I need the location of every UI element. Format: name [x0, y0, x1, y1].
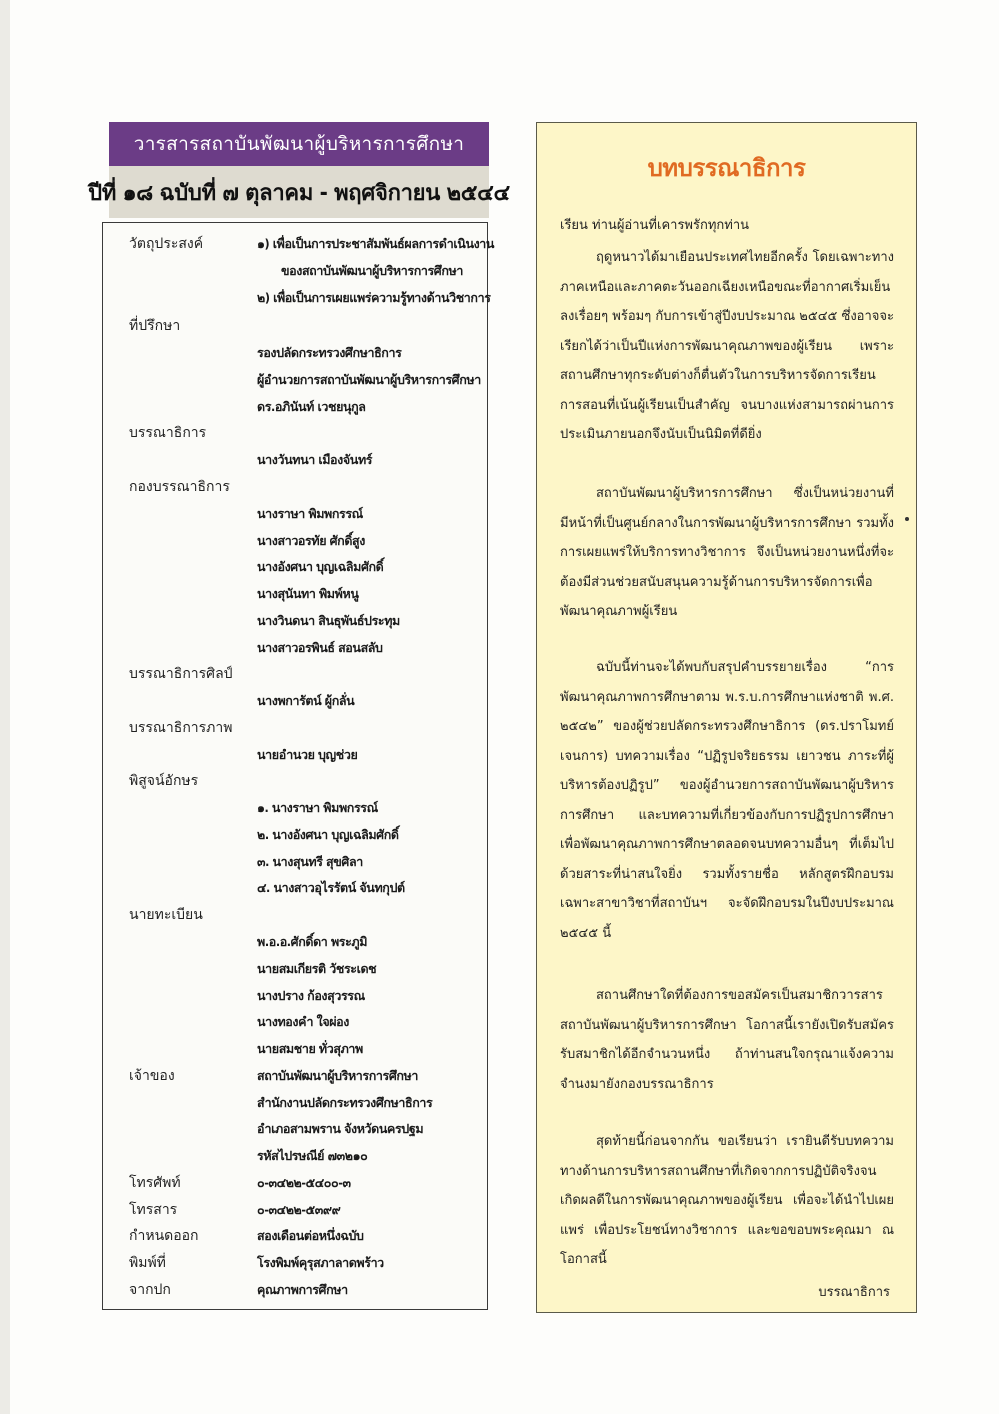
- proofreader-item: ๔. นางสาวอุไรรัตน์ จันทกุปต์: [257, 880, 405, 895]
- proofreader-label: พิสูจน์อักษร: [129, 773, 199, 789]
- editorial-paragraph: สถาบันพัฒนาผู้บริหารการศึกษา ซึ่งเป็นหน่วยงานที่มีหน้าที่เป็นศูนย์กลางในการพัฒนาผู้บริหารการศึกษา รวมทั้งการเผยแพร่ให้บริการทางวิชาการ จึงเป็นหน่วยงานหนึ่งที่จะต้องมีส่วนช่วยสนับสนุนความรู้ด้านการบริหารจัดการเพื่อพัฒนาคุณภาพผู้เรียน: [560, 486, 894, 619]
- editorial-heading: บทบรรณาธิการ: [647, 154, 806, 182]
- editor-name: นางวันทนา เมืองจันทร์: [257, 452, 373, 467]
- photo-editor-name: นายอำนวย บุญช่วย: [257, 747, 358, 762]
- editorial-board-label: กองบรรณาธิการ: [129, 479, 230, 495]
- ink-dot: [905, 517, 909, 521]
- printer-value: โรงพิมพ์คุรุสภาลาดพร้าว: [257, 1255, 384, 1270]
- objective-1b: ของสถาบันพัฒนาผู้บริหารการศึกษา: [281, 263, 463, 278]
- editorial-greeting: เรียน ท่านผู้อ่านที่เคารพรักทุกท่าน: [560, 218, 750, 233]
- schedule-value: สองเดือนต่อหนึ่งฉบับ: [257, 1228, 364, 1243]
- owner-label: เจ้าของ: [129, 1068, 175, 1084]
- schedule-label: กำหนดออก: [129, 1228, 199, 1244]
- owner-line: อำเภอสามพราน จังหวัดนครปฐม: [257, 1121, 424, 1136]
- art-editor-label: บรรณาธิการศิลป์: [129, 666, 233, 682]
- advisor-item: ผู้อำนวยการสถาบันพัฒนาผู้บริหารการศึกษา: [257, 372, 481, 387]
- cover-value: คุณภาพการศึกษา: [257, 1282, 348, 1297]
- board-member: นางวินดนา สินธุพันธ์ประทุม: [257, 613, 400, 628]
- proofreader-item: ๓. นางสุนทรี สุขศิลา: [257, 854, 363, 869]
- board-member: นางราษา พิมพกรรณ์: [257, 506, 363, 521]
- editorial-paragraph: สุดท้ายนี้ก่อนจากกัน ขอเรียนว่า เรายินดีรับบทความทางด้านการบริหารสถานศึกษาที่เกิดจากการปฏิบัติจริงจนเกิดผลดีในการพัฒนาคุณภาพของผู้เรียน เพื่อจะได้นำไปเผยแพร่ เพื่อประโยชน์ทางวิชาการ และขอขอบพระคุณมา ณ โอกาสนี้: [560, 1134, 894, 1267]
- fax-value: ๐-๓๔๒๒-๕๓๙๙: [257, 1202, 341, 1217]
- printer-label: พิมพ์ที่: [129, 1255, 166, 1271]
- owner-line: รหัสไปรษณีย์ ๗๓๒๑๐: [257, 1148, 368, 1163]
- proofreader-item: ๑. นางราษา พิมพกรรณ์: [257, 800, 378, 815]
- registrar-item: นางปราง ก้องสุวรรณ: [257, 988, 365, 1003]
- staff-credits: [102, 222, 495, 1310]
- editorial-section: [536, 122, 917, 1313]
- registrar-label: นายทะเบียน: [129, 907, 203, 923]
- owner-line: สถาบันพัฒนาผู้บริหารการศึกษา: [257, 1068, 418, 1083]
- photo-editor-label: บรรณาธิการภาพ: [129, 720, 233, 736]
- editorial-paragraph: ฉบับนี้ท่านจะได้พบกับสรุปคำบรรยายเรื่อง “การพัฒนาคุณภาพการศึกษาตาม พ.ร.บ.การศึกษาแห่งชาติ พ.ศ. ๒๕๔๒” ของผู้ช่วยปลัดกระทรวงศึกษาธิการ (ดร.ปราโมทย์ เจนการ) บทความเรื่อง “ปฏิรูปจริยธรรม เยาวชน ภาระที่ผู้บริหารต้องปฏิรูป” ของผู้อำนวยการสถาบันพัฒนาผู้บริหารการศึกษา และบทความที่เกี่ยวข้องกับการปฏิรูปการศึกษา เพื่อพัฒนาคุณภาพการศึกษาตลอดจนบทความอื่นๆ ที่เต็มไปด้วยสาระที่น่าสนใจยิ่ง รวมทั้งรายชื่อ หลักสูตรฝึกอบรมเฉพาะสาขาวิชาที่สถาบันฯ จะจัดฝึกอบรมในปีงบประมาณ ๒๕๔๕ นี้: [560, 660, 894, 941]
- board-member: นางอังศนา บุญเฉลิมศักดิ์: [257, 559, 384, 574]
- editor-label: บรรณาธิการ: [129, 425, 207, 441]
- editorial-paragraph: ฤดูหนาวได้มาเยือนประเทศไทยอีกครั้ง โดยเฉพาะทางภาคเหนือและภาคตะวันออกเฉียงเหนือขณะที่อากาศเริ่มเย็นลงเรื่อยๆ พร้อมๆ กับการเข้าสู่ปีงบประมาณ ๒๕๔๕ ซึ่งอาจจะเรียกได้ว่าเป็นปีแห่งการพัฒนาคุณภาพของผู้เรียน เพราะสถานศึกษาทุกระดับต่างก็ตื่นตัวในการบริหารจัดการเรียนการสอนที่เน้นผู้เรียนเป็นสำคัญ จนบางแห่งสามารถผ่านการประเมินภายนอกจึงนับเป็นนิมิตที่ดียิ่ง: [560, 250, 895, 442]
- objective-label: วัตถุประสงค์: [129, 236, 204, 252]
- owner-line: สำนักงานปลัดกระทรวงศึกษาธิการ: [257, 1095, 433, 1110]
- phone-label: โทรศัพท์: [129, 1175, 181, 1191]
- advisor-item: ดร.อภินันท์ เวชยนุกูล: [257, 399, 366, 414]
- phone-value: ๐-๓๔๒๒-๕๔๐๐-๓: [257, 1175, 351, 1190]
- board-member: นางสาวอรทัย ศักดิ์สูง: [257, 533, 365, 548]
- board-member: นางสาวอรพินธ์ สอนสลับ: [257, 640, 383, 655]
- registrar-item: นายสมชาย ทั่วสุภาพ: [257, 1041, 363, 1056]
- objective-2: ๒) เพื่อเป็นการเผยแพร่ความรู้ทางด้านวิชาการ: [257, 290, 491, 305]
- proofreader-item: ๒. นางอังศนา บุญเฉลิมศักดิ์: [257, 827, 399, 842]
- board-member: นางสุนันทา พิมพ์หนู: [257, 586, 359, 601]
- cover-label: จากปก: [129, 1282, 171, 1298]
- journal-title: วารสารสถาบันพัฒนาผู้บริหารการศึกษา: [109, 122, 489, 166]
- issue-line: ปีที่ ๑๘ ฉบับที่ ๗ ตุลาคม - พฤศจิกายน ๒๕๔๔: [109, 166, 489, 218]
- registrar-item: พ.อ.อ.ศักดิ์ดา พระภูมิ: [257, 934, 368, 949]
- editorial-signature: บรรณาธิการ: [818, 1285, 890, 1300]
- art-editor-name: นางพการัตน์ ผู้กลั่น: [257, 693, 355, 708]
- advisor-label: ที่ปรึกษา: [129, 318, 181, 334]
- masthead: [88, 122, 510, 218]
- objective-1a: ๑) เพื่อเป็นการประชาสัมพันธ์ผลการดำเนินงาน: [257, 236, 495, 251]
- fax-label: โทรสาร: [129, 1202, 178, 1218]
- page-edge: [0, 0, 10, 1414]
- advisor-item: รองปลัดกระทรวงศึกษาธิการ: [257, 345, 402, 360]
- registrar-item: นายสมเกียรติ วัชระเดช: [257, 961, 377, 976]
- editorial-paragraph: สถานศึกษาใดที่ต้องการขอสมัครเป็นสมาชิกวารสารสถาบันพัฒนาผู้บริหารการศึกษา โอกาสนี้เรายังเปิดรับสมัครรับสมาชิกได้อีกจำนวนหนึ่ง ถ้าท่านสนใจกรุณาแจ้งความจำนงมายังกองบรรณาธิการ: [560, 988, 894, 1092]
- registrar-item: นางทองคำ ใจผ่อง: [257, 1014, 349, 1029]
